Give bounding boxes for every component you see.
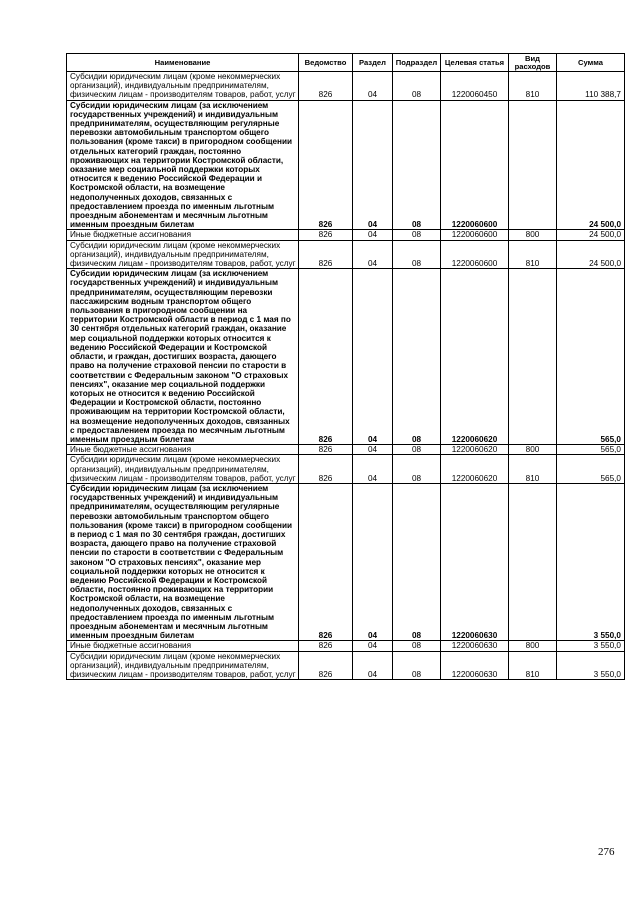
cell-target-article: 1220060450 bbox=[441, 72, 509, 101]
cell-department: 826 bbox=[299, 641, 353, 651]
cell-department: 826 bbox=[299, 72, 353, 101]
cell-department: 826 bbox=[299, 651, 353, 680]
cell-name: Субсидии юридическим лицам (за исключением государственных учреждений) и индивидуальным предпринимателям, осуществляющим регулярные перевозки автомобильным транспортом общего пользования (кроме такси) в пригородном сообщении отдельных категорий граждан, постоянно проживающих на территории Костромской области, оказание мер социальной поддержки которых относится к ведению Российской Федерации и Костромской области, на возмещение недополученных доходов, связанных с предоставлением проезда по именным льготным проездным абонементам и месячным льготным именным проездным билетам bbox=[67, 100, 299, 230]
cell-amount: 24 500,0 bbox=[557, 240, 625, 269]
cell-amount: 24 500,0 bbox=[557, 230, 625, 240]
header-target-article: Целевая статья bbox=[441, 54, 509, 72]
header-amount: Сумма bbox=[557, 54, 625, 72]
table-row bbox=[67, 455, 625, 484]
table-row bbox=[67, 445, 625, 455]
cell-expense-type: 810 bbox=[509, 240, 557, 269]
cell-subsection: 08 bbox=[393, 455, 441, 484]
cell-name: Субсидии юридическим лицам (кроме некоммерческих организаций), индивидуальным предпринимателям, физическим лицам - производителям товаров, работ, услуг bbox=[67, 455, 299, 484]
cell-department: 826 bbox=[299, 230, 353, 240]
cell-subsection: 08 bbox=[393, 72, 441, 101]
cell-name: Иные бюджетные ассигнования bbox=[67, 445, 299, 455]
cell-amount: 3 550,0 bbox=[557, 651, 625, 680]
cell-subsection: 08 bbox=[393, 445, 441, 455]
cell-amount: 24 500,0 bbox=[557, 100, 625, 230]
cell-name: Иные бюджетные ассигнования bbox=[67, 230, 299, 240]
cell-department: 826 bbox=[299, 445, 353, 455]
table-body bbox=[67, 72, 625, 680]
cell-section: 04 bbox=[353, 269, 393, 445]
table-header-row bbox=[67, 54, 625, 72]
cell-name: Субсидии юридическим лицам (за исключением государственных учреждений) и индивидуальным предпринимателям, осуществляющим перевозки пассажирским водным транспортом общего пользования в пригородном сообщении на территории Костромской области в период с 1 мая по 30 сентября отдельных категорий граждан, оказание мер социальной поддержки которых относится к ведению Российской Федерации и Костромской области, и граждан, достигших возраста, дающего право на получение страховой пенсии по старости в соответствии с Федеральным законом "О страховых пенсиях", оказание мер социальной поддержки которых не относится к ведению Российской Федерации и Костромской области, постоянно проживающим на территории Костромской области, на возмещение недополученных доходов, связанных с предоставлением проезда по месячным льготным именным проездным билетам bbox=[67, 269, 299, 445]
cell-section: 04 bbox=[353, 651, 393, 680]
header-department: Ведомство bbox=[299, 54, 353, 72]
header-section: Раздел bbox=[353, 54, 393, 72]
cell-target-article: 1220060630 bbox=[441, 483, 509, 640]
cell-target-article: 1220060600 bbox=[441, 230, 509, 240]
header-name: Наименование bbox=[67, 54, 299, 72]
cell-subsection: 08 bbox=[393, 483, 441, 640]
cell-section: 04 bbox=[353, 483, 393, 640]
table-row bbox=[67, 100, 625, 230]
cell-name: Субсидии юридическим лицам (кроме некоммерческих организаций), индивидуальным предпринимателям, физическим лицам - производителям товаров, работ, услуг bbox=[67, 651, 299, 680]
header-expense-type: Вид расходов bbox=[509, 54, 557, 72]
cell-section: 04 bbox=[353, 455, 393, 484]
cell-section: 04 bbox=[353, 240, 393, 269]
table-row bbox=[67, 641, 625, 651]
cell-section: 04 bbox=[353, 72, 393, 101]
cell-target-article: 1220060620 bbox=[441, 445, 509, 455]
cell-amount: 3 550,0 bbox=[557, 641, 625, 651]
cell-expense-type: 810 bbox=[509, 455, 557, 484]
cell-section: 04 bbox=[353, 641, 393, 651]
cell-target-article: 1220060620 bbox=[441, 269, 509, 445]
budget-table bbox=[66, 53, 625, 680]
cell-amount: 110 388,7 bbox=[557, 72, 625, 101]
cell-department: 826 bbox=[299, 455, 353, 484]
cell-department: 826 bbox=[299, 269, 353, 445]
table-row bbox=[67, 230, 625, 240]
cell-name: Иные бюджетные ассигнования bbox=[67, 641, 299, 651]
cell-expense-type bbox=[509, 100, 557, 230]
cell-subsection: 08 bbox=[393, 269, 441, 445]
cell-expense-type: 810 bbox=[509, 72, 557, 101]
cell-subsection: 08 bbox=[393, 100, 441, 230]
cell-target-article: 1220060630 bbox=[441, 641, 509, 651]
cell-amount: 565,0 bbox=[557, 269, 625, 445]
cell-expense-type: 800 bbox=[509, 230, 557, 240]
cell-target-article: 1220060620 bbox=[441, 455, 509, 484]
cell-subsection: 08 bbox=[393, 651, 441, 680]
cell-section: 04 bbox=[353, 100, 393, 230]
cell-amount: 565,0 bbox=[557, 445, 625, 455]
cell-target-article: 1220060600 bbox=[441, 100, 509, 230]
cell-department: 826 bbox=[299, 483, 353, 640]
cell-amount: 3 550,0 bbox=[557, 483, 625, 640]
cell-name: Субсидии юридическим лицам (за исключением государственных учреждений) и индивидуальным предпринимателям, осуществляющим регулярные перевозки автомобильным транспортом общего пользования (кроме такси) в пригородном сообщении в период с 1 мая по 30 сентября граждан, достигших возраста, дающего право на получение страховой пенсии по старости в соответствии с Федеральным законом "О страховых пенсиях", оказание мер социальной поддержки которых не относится к ведению Российской Федерации и Костромской области, постоянно проживающих на территории Костромской области, на возмещение недополученных доходов, связанных с предоставлением проезда по именным льготным проездным абонементам и месячным льготным именным проездным билетам bbox=[67, 483, 299, 640]
cell-department: 826 bbox=[299, 100, 353, 230]
cell-department: 826 bbox=[299, 240, 353, 269]
cell-name: Субсидии юридическим лицам (кроме некоммерческих организаций), индивидуальным предпринимателям, физическим лицам - производителям товаров, работ, услуг bbox=[67, 72, 299, 101]
table-row bbox=[67, 72, 625, 101]
cell-subsection: 08 bbox=[393, 641, 441, 651]
table-row bbox=[67, 651, 625, 680]
cell-section: 04 bbox=[353, 230, 393, 240]
cell-name: Субсидии юридическим лицам (кроме некоммерческих организаций), индивидуальным предпринимателям, физическим лицам - производителям товаров, работ, услуг bbox=[67, 240, 299, 269]
cell-expense-type bbox=[509, 269, 557, 445]
cell-subsection: 08 bbox=[393, 240, 441, 269]
cell-expense-type: 800 bbox=[509, 641, 557, 651]
cell-amount: 565,0 bbox=[557, 455, 625, 484]
cell-target-article: 1220060600 bbox=[441, 240, 509, 269]
cell-target-article: 1220060630 bbox=[441, 651, 509, 680]
header-subsection: Подраздел bbox=[393, 54, 441, 72]
table-row bbox=[67, 269, 625, 445]
cell-subsection: 08 bbox=[393, 230, 441, 240]
cell-expense-type bbox=[509, 483, 557, 640]
cell-expense-type: 800 bbox=[509, 445, 557, 455]
cell-section: 04 bbox=[353, 445, 393, 455]
page-number: 276 bbox=[598, 846, 615, 858]
table-row bbox=[67, 240, 625, 269]
cell-expense-type: 810 bbox=[509, 651, 557, 680]
table-row bbox=[67, 483, 625, 640]
